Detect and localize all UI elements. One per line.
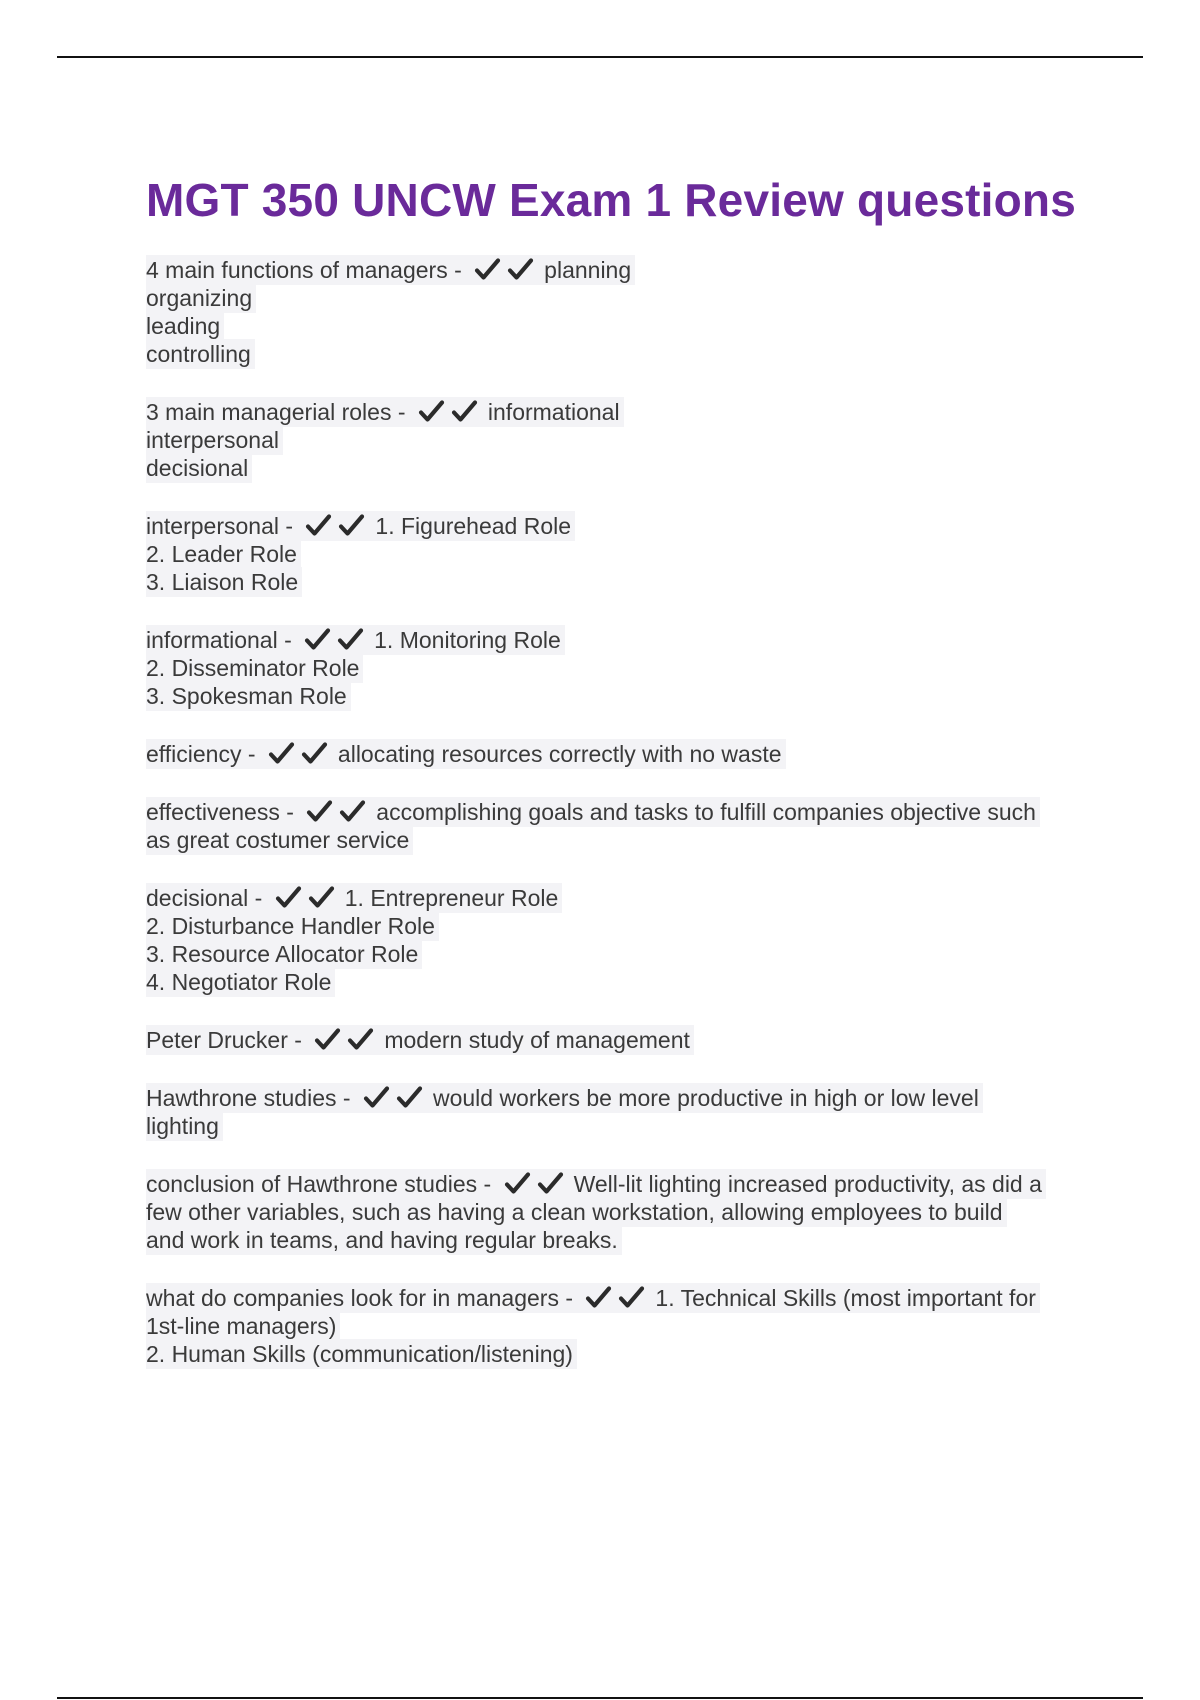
qa-answer-line: lighting <box>146 1113 219 1139</box>
qa-answer-line: 2. Human Skills (communication/listening) <box>146 1341 573 1367</box>
qa-highlight <box>146 681 351 711</box>
qa-highlight <box>146 967 335 997</box>
answer-checkmarks <box>268 740 334 768</box>
answer-checkmarks <box>585 1284 651 1312</box>
checkmark-icon <box>363 1085 390 1109</box>
checkmark-icon <box>347 1027 374 1051</box>
qa-highlight <box>146 739 786 769</box>
qa-highlight <box>146 453 252 483</box>
answer-checkmarks <box>305 512 371 540</box>
qa-item <box>146 626 1086 710</box>
qa-first-line <box>146 798 1086 826</box>
checkmark-icon <box>537 1171 564 1195</box>
qa-answer-line: 1. Entrepreneur Role <box>344 885 559 911</box>
qa-separator: - <box>278 513 300 539</box>
qa-highlight <box>146 397 624 427</box>
qa-term: effectiveness <box>146 799 280 825</box>
checkmark-icon <box>474 257 501 281</box>
qa-first-line <box>146 626 1086 654</box>
checkmark-icon <box>337 627 364 651</box>
answer-checkmarks <box>314 1026 380 1054</box>
qa-highlight <box>146 1197 1007 1227</box>
qa-answer-line-row <box>146 1198 1086 1226</box>
qa-separator: - <box>287 1027 309 1053</box>
qa-answer-line: planning <box>544 257 632 283</box>
qa-answer-line: 4. Negotiator Role <box>146 969 332 995</box>
qa-separator: - <box>248 885 269 911</box>
qa-term: what do companies look for in managers <box>146 1285 559 1311</box>
qa-highlight <box>146 911 439 941</box>
qa-highlight <box>146 1283 1040 1313</box>
qa-answer-line: allocating resources correctly with no waste <box>337 741 782 767</box>
qa-answer-line: controlling <box>146 341 251 367</box>
qa-answer-line-row <box>146 1340 1086 1368</box>
qa-answer-line: informational <box>487 399 620 425</box>
qa-highlight <box>146 1111 223 1141</box>
qa-answer-line-row <box>146 540 1086 568</box>
qa-term: 4 main functions of managers <box>146 257 448 283</box>
checkmark-icon <box>268 741 295 765</box>
checkmark-icon <box>507 257 534 281</box>
qa-answer-line: would workers be more productive in high or low level <box>432 1085 979 1111</box>
qa-answer-line-row <box>146 826 1086 854</box>
qa-highlight <box>146 567 302 597</box>
qa-highlight <box>146 939 422 969</box>
checkmark-icon <box>301 741 328 765</box>
qa-term: efficiency <box>146 741 242 767</box>
qa-highlight <box>146 283 256 313</box>
qa-answer-line-row <box>146 340 1086 368</box>
answer-checkmarks <box>474 256 540 284</box>
qa-item <box>146 1084 1086 1140</box>
qa-answer-line: 3. Spokesman Role <box>146 683 347 709</box>
qa-separator: - <box>558 1285 580 1311</box>
bottom-rule <box>57 1697 1143 1699</box>
qa-answer-line: Well-lit lighting increased productivity, as did a <box>573 1171 1042 1197</box>
qa-term: decisional <box>146 885 249 911</box>
qa-answer-line-row <box>146 426 1086 454</box>
qa-highlight <box>146 425 283 455</box>
checkmark-icon <box>275 885 302 909</box>
qa-answer-line-row <box>146 568 1086 596</box>
answer-checkmarks <box>304 626 370 654</box>
checkmark-icon <box>338 513 365 537</box>
qa-separator: - <box>447 257 469 283</box>
qa-first-line <box>146 512 1086 540</box>
qa-term: interpersonal <box>146 513 279 539</box>
answer-checkmarks <box>504 1170 570 1198</box>
qa-answer-line-row <box>146 312 1086 340</box>
qa-first-line <box>146 1084 1086 1112</box>
qa-first-line <box>146 1170 1086 1198</box>
qa-answer-line: interpersonal <box>146 427 279 453</box>
qa-answer-line-row <box>146 682 1086 710</box>
qa-item <box>146 798 1086 854</box>
qa-list <box>146 256 1086 1368</box>
qa-answer-line: accomplishing goals and tasks to fulfill companies objective such <box>376 799 1036 825</box>
qa-answer-line: 2. Leader Role <box>146 541 297 567</box>
qa-answer-line-row <box>146 1226 1086 1254</box>
qa-highlight <box>146 1083 983 1113</box>
document-title: MGT 350 UNCW Exam 1 Review questions <box>146 174 1077 226</box>
qa-highlight <box>146 539 301 569</box>
qa-answer-line: and work in teams, and having regular breaks. <box>146 1227 618 1253</box>
qa-separator: - <box>279 799 301 825</box>
checkmark-icon <box>304 627 331 651</box>
qa-answer-line: leading <box>146 313 221 339</box>
qa-answer-line-row <box>146 912 1086 940</box>
qa-item <box>146 740 1086 768</box>
qa-first-line <box>146 398 1086 426</box>
qa-separator: - <box>477 1171 498 1197</box>
qa-highlight <box>146 1339 577 1369</box>
qa-first-line <box>146 1026 1086 1054</box>
checkmark-icon <box>504 1171 531 1195</box>
qa-term: conclusion of Hawthrone studies <box>146 1171 478 1197</box>
answer-checkmarks <box>306 798 372 826</box>
qa-highlight <box>146 311 224 341</box>
qa-item <box>146 512 1086 596</box>
qa-separator: - <box>241 741 262 767</box>
qa-first-line <box>146 1284 1086 1312</box>
qa-item <box>146 884 1086 996</box>
qa-highlight <box>146 511 575 541</box>
qa-highlight <box>146 625 565 655</box>
qa-term: 3 main managerial roles <box>146 399 392 425</box>
qa-answer-line-row <box>146 654 1086 682</box>
checkmark-icon <box>305 513 332 537</box>
qa-answer-line-row <box>146 1112 1086 1140</box>
checkmark-icon <box>306 799 333 823</box>
qa-separator: - <box>391 399 412 425</box>
qa-first-line <box>146 256 1086 284</box>
qa-answer-line: 1st-line managers) <box>146 1313 337 1339</box>
qa-answer-line: 3. Liaison Role <box>146 569 299 595</box>
checkmark-icon <box>314 1027 341 1051</box>
qa-first-line <box>146 884 1086 912</box>
qa-item <box>146 256 1086 368</box>
qa-highlight <box>146 1169 1046 1199</box>
qa-highlight <box>146 883 562 913</box>
qa-highlight <box>146 1225 622 1255</box>
qa-highlight <box>146 797 1040 827</box>
qa-answer-line: organizing <box>146 285 253 311</box>
qa-term: Hawthrone studies <box>146 1085 337 1111</box>
qa-answer-line-row <box>146 1312 1086 1340</box>
qa-answer-line: 1. Technical Skills (most important for <box>655 1285 1036 1311</box>
answer-checkmarks <box>363 1084 429 1112</box>
qa-highlight <box>146 653 363 683</box>
qa-term: Peter Drucker <box>146 1027 288 1053</box>
answer-checkmarks <box>418 398 484 426</box>
qa-answer-line: few other variables, such as having a clean workstation, allowing employees to build <box>146 1199 1003 1225</box>
qa-answer-line: 1. Monitoring Role <box>374 627 561 653</box>
qa-highlight <box>146 825 413 855</box>
qa-separator: - <box>277 627 299 653</box>
qa-first-line <box>146 740 1086 768</box>
qa-answer-line-row <box>146 968 1086 996</box>
checkmark-icon <box>618 1285 645 1309</box>
qa-item <box>146 1284 1086 1368</box>
checkmark-icon <box>339 799 366 823</box>
qa-answer-line: 1. Figurehead Role <box>375 513 572 539</box>
qa-item <box>146 1170 1086 1254</box>
qa-answer-line: 3. Resource Allocator Role <box>146 941 419 967</box>
qa-answer-line-row <box>146 454 1086 482</box>
qa-item <box>146 1026 1086 1054</box>
qa-answer-line-row <box>146 940 1086 968</box>
checkmark-icon <box>308 885 335 909</box>
qa-highlight <box>146 255 635 285</box>
qa-highlight <box>146 1025 694 1055</box>
qa-term: informational <box>146 627 278 653</box>
qa-highlight <box>146 339 255 369</box>
qa-answer-line-row <box>146 284 1086 312</box>
qa-separator: - <box>336 1085 357 1111</box>
qa-answer-line: modern study of management <box>384 1027 690 1053</box>
answer-checkmarks <box>275 884 341 912</box>
qa-highlight <box>146 1311 340 1341</box>
checkmark-icon <box>451 399 478 423</box>
checkmark-icon <box>418 399 445 423</box>
checkmark-icon <box>396 1085 423 1109</box>
qa-answer-line: 2. Disturbance Handler Role <box>146 913 435 939</box>
document-body <box>146 172 1086 1398</box>
top-rule <box>57 56 1143 58</box>
qa-item <box>146 398 1086 482</box>
qa-answer-line: 2. Disseminator Role <box>146 655 360 681</box>
checkmark-icon <box>585 1285 612 1309</box>
qa-answer-line: decisional <box>146 455 249 481</box>
qa-answer-line: as great costumer service <box>146 827 410 853</box>
